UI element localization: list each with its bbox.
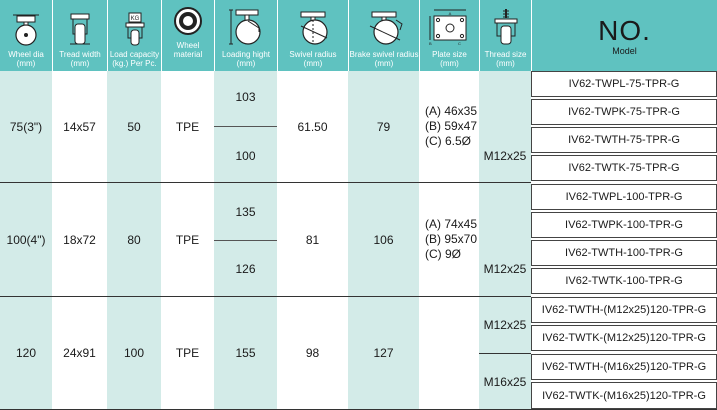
no-subtitle: Model — [612, 45, 637, 56]
model-cell: IV62-TWTH-100-TPR-G — [531, 240, 717, 266]
loading-height-value: 135 — [235, 205, 256, 219]
model-cell: IV62-TWPL-75-TPR-G — [531, 71, 717, 97]
header-load-capacity: KG Load capacity (kg.) Per Pc. — [108, 0, 161, 71]
load-capacity-value: 80 — [127, 232, 141, 247]
thread-size-value: M16x25 — [483, 375, 527, 389]
thread-size-icon — [491, 8, 521, 46]
load-capacity-value: 100 — [123, 346, 145, 360]
swivel-radius-value: 98 — [305, 346, 320, 360]
plate-size-icon — [428, 8, 472, 46]
model-cell: IV62-TWPL-100-TPR-G — [531, 184, 717, 210]
model-cell: IV62-TWTK-100-TPR-G — [531, 268, 717, 294]
header-wheel-dia: Wheel dia (mm) — [0, 0, 52, 71]
column-shade-thread-size — [479, 71, 531, 410]
plate-size-value: (A) 74x45 (B) 95x70 (C) 9Ø — [425, 217, 478, 261]
loading-height-value: 100 — [235, 149, 256, 163]
header-swivel-radius: Swivel radius (mm) — [278, 0, 348, 71]
thread-size-value: M12x25 — [483, 149, 527, 163]
brake-swivel-radius-value: 79 — [376, 119, 391, 134]
loading-height-value: 126 — [235, 262, 256, 276]
brake-swivel-radius-value: 127 — [373, 346, 394, 360]
no-title: NO. — [598, 14, 651, 46]
header-no-model — [532, 0, 717, 71]
svg-text:C: C — [457, 41, 461, 46]
wheel-dia-icon — [11, 12, 41, 46]
thread-size-value: M12x25 — [483, 262, 527, 276]
wheel-material-value: TPE — [175, 346, 200, 360]
wheel-dia-value: 120 — [15, 346, 37, 360]
tread-width-value: 14x57 — [63, 119, 96, 134]
swivel-radius-value: 61.50 — [297, 119, 328, 134]
model-cell: IV62-TWTH-(M16x25)120-TPR-G — [531, 354, 717, 380]
loading-height-value: 103 — [235, 90, 256, 104]
svg-text:B: B — [428, 41, 432, 46]
load-capacity-icon — [123, 12, 147, 46]
loading-height-value: 155 — [235, 346, 256, 360]
loading-height-icon — [226, 8, 266, 46]
header-thread-size: Thread size (mm) — [480, 0, 531, 71]
model-cell: IV62-TWTK-75-TPR-G — [531, 155, 717, 181]
swivel-radius-icon — [293, 10, 333, 46]
loading-height-split-line — [214, 240, 277, 241]
brake-swivel-radius-icon — [362, 10, 406, 46]
wheel-material-value: TPE — [175, 119, 200, 134]
model-cell: IV62-TWTK-(M12x25)120-TPR-G — [531, 325, 717, 351]
tread-width-icon — [68, 12, 92, 46]
svg-text:KG: KG — [130, 16, 139, 22]
header-tread-width: Tread width (mm) — [53, 0, 107, 71]
wheel-material-icon — [173, 5, 203, 37]
svg-text:A: A — [448, 11, 451, 16]
header-loading-height: Loading hight (mm) — [215, 0, 277, 71]
header-brake-swivel-radius: Brake swivel radius (mm) — [349, 0, 419, 71]
model-cell: IV62-TWTK-(M16x25)120-TPR-G — [531, 382, 717, 409]
wheel-dia-value: 75(3") — [9, 119, 43, 134]
wheel-dia-value: 100(4") — [6, 232, 46, 247]
model-cell: IV62-TWPK-100-TPR-G — [531, 212, 717, 238]
wheel-material-value: TPE — [175, 232, 200, 247]
plate-size-value: (A) 46x35 (B) 59x47 (C) 6.5Ø — [425, 104, 478, 148]
header-plate-size: A B C Plate size (mm) — [420, 0, 479, 71]
swivel-radius-value: 81 — [305, 232, 320, 247]
model-cell: IV62-TWTH-75-TPR-G — [531, 127, 717, 153]
header-wheel-material: Wheel material — [162, 0, 214, 71]
loading-height-split-line — [214, 126, 277, 127]
tread-width-value: 24x91 — [63, 346, 96, 360]
thread-size-split-line — [479, 353, 531, 354]
load-capacity-value: 50 — [127, 119, 141, 134]
tread-width-value: 18x72 — [63, 232, 96, 247]
model-cell: IV62-TWTH-(M12x25)120-TPR-G — [531, 297, 717, 323]
thread-size-value: M12x25 — [483, 318, 527, 332]
brake-swivel-radius-value: 106 — [373, 232, 394, 247]
model-cell: IV62-TWPK-75-TPR-G — [531, 99, 717, 125]
